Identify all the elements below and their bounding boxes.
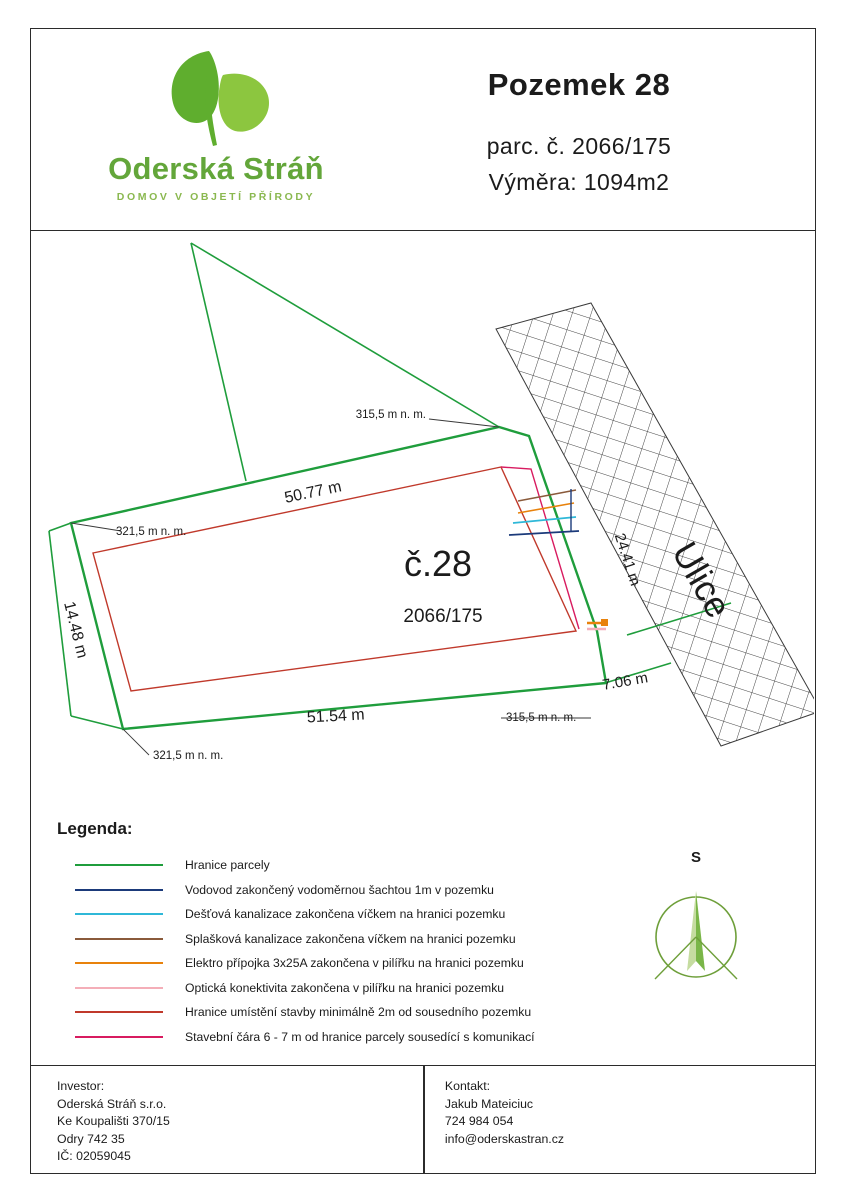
leaf-logo-icon bbox=[151, 45, 281, 150]
legend-item bbox=[57, 927, 617, 952]
legend-item bbox=[57, 878, 617, 903]
legend-label: Vodovod zakončený vodoměrnou šachtou 1m v pozemku bbox=[185, 882, 494, 897]
legend-item bbox=[57, 1000, 617, 1025]
investor-line: Oderská Stráň s.r.o. bbox=[57, 1096, 167, 1111]
company-logo bbox=[51, 39, 381, 224]
legend-item bbox=[57, 976, 617, 1001]
investor-line: Odry 742 35 bbox=[57, 1131, 125, 1146]
site-plan-drawing bbox=[31, 231, 815, 815]
investor-line: IČ: 02059045 bbox=[57, 1149, 131, 1163]
sheet-footer bbox=[31, 1065, 815, 1173]
parcel-boundary bbox=[71, 427, 606, 729]
compass-rose bbox=[641, 849, 751, 999]
legend-label: Hranice umístění stavby minimálně 2m od sousedního pozemku bbox=[185, 1005, 532, 1020]
plot-number: 2066/175 bbox=[403, 606, 483, 627]
investor-line: Ke Koupališti 370/15 bbox=[57, 1114, 170, 1128]
dim-right-upper: 24.41 m bbox=[610, 531, 644, 589]
contact-block bbox=[427, 1078, 564, 1148]
logo-company-name: Oderská Stráň bbox=[108, 151, 324, 186]
dim-right-lower: 7.06 m bbox=[601, 669, 650, 694]
legend-label: Hranice parcely bbox=[185, 858, 270, 873]
parcel-area: Výměra: 1094m2 bbox=[488, 169, 670, 195]
legend-item bbox=[57, 951, 617, 976]
legend-item bbox=[57, 1025, 617, 1050]
legend-label: Elektro přípojka 3x25A zakončena v pilířku na hranici pozemku bbox=[185, 956, 524, 971]
legend-swatch-setback bbox=[75, 1011, 163, 1013]
elev-left-upper: 321,5 m n. m. bbox=[116, 526, 187, 538]
legend-swatch-electricity bbox=[75, 962, 163, 964]
investor-heading: Investor: bbox=[57, 1079, 105, 1093]
legend-swatch-storm-sewer bbox=[75, 913, 163, 915]
legend-swatch-waste-sewer bbox=[75, 938, 163, 940]
elevation-leaders bbox=[71, 419, 591, 755]
sheet-header bbox=[31, 29, 815, 231]
contact-line: Jakub Mateiciuc bbox=[444, 1096, 534, 1111]
legend-swatch-optical bbox=[75, 987, 163, 989]
footer-divider bbox=[423, 1066, 425, 1173]
page-title: Pozemek 28 bbox=[487, 67, 671, 102]
compass-north-label: S bbox=[690, 849, 701, 866]
elev-bottom-right: 315,5 m n. m. bbox=[506, 712, 577, 724]
investor-block bbox=[57, 1078, 170, 1166]
legend-swatch-water bbox=[75, 889, 163, 891]
legend-swatch-building-line bbox=[75, 1036, 163, 1038]
legend-label: Splašková kanalizace zakončena víčkem na hranici pozemku bbox=[185, 931, 516, 946]
elev-left-lower: 321,5 m n. m. bbox=[153, 750, 224, 762]
contact-email[interactable]: info@oderskastran.cz bbox=[444, 1131, 565, 1146]
plot-label: č.28 bbox=[403, 543, 473, 584]
elev-top-right: 315,5 m n. m. bbox=[355, 409, 426, 421]
legend-label: Stavební čára 6 - 7 m od hranice parcely sousedící s komunikací bbox=[185, 1029, 535, 1044]
dim-left: 14.48 m bbox=[60, 599, 91, 661]
title-block bbox=[369, 67, 789, 196]
contact-line: 724 984 054 bbox=[444, 1114, 514, 1128]
legend-swatch-parcel-boundary bbox=[75, 864, 163, 866]
drawing-sheet bbox=[30, 28, 816, 1174]
legend-item bbox=[57, 853, 617, 878]
legend-item bbox=[57, 902, 617, 927]
legend-label: Dešťová kanalizace zakončena víčkem na hranici pozemku bbox=[185, 907, 506, 922]
street-label: Ulice bbox=[664, 534, 740, 625]
road-hatched-band bbox=[496, 303, 814, 746]
dim-top: 50.77 m bbox=[283, 478, 344, 507]
parcel-number: parc. č. 2066/175 bbox=[486, 133, 672, 159]
legend-label: Optická konektivita zakončena v pilířku na hranici pozemku bbox=[185, 980, 505, 995]
legend-title: Legenda: bbox=[57, 819, 133, 838]
legend bbox=[57, 819, 617, 1049]
dim-bottom: 51.54 m bbox=[306, 706, 366, 727]
contact-heading: Kontakt: bbox=[444, 1079, 491, 1093]
logo-tagline: DOMOV V OBJETÍ PŘÍRODY bbox=[116, 191, 316, 203]
